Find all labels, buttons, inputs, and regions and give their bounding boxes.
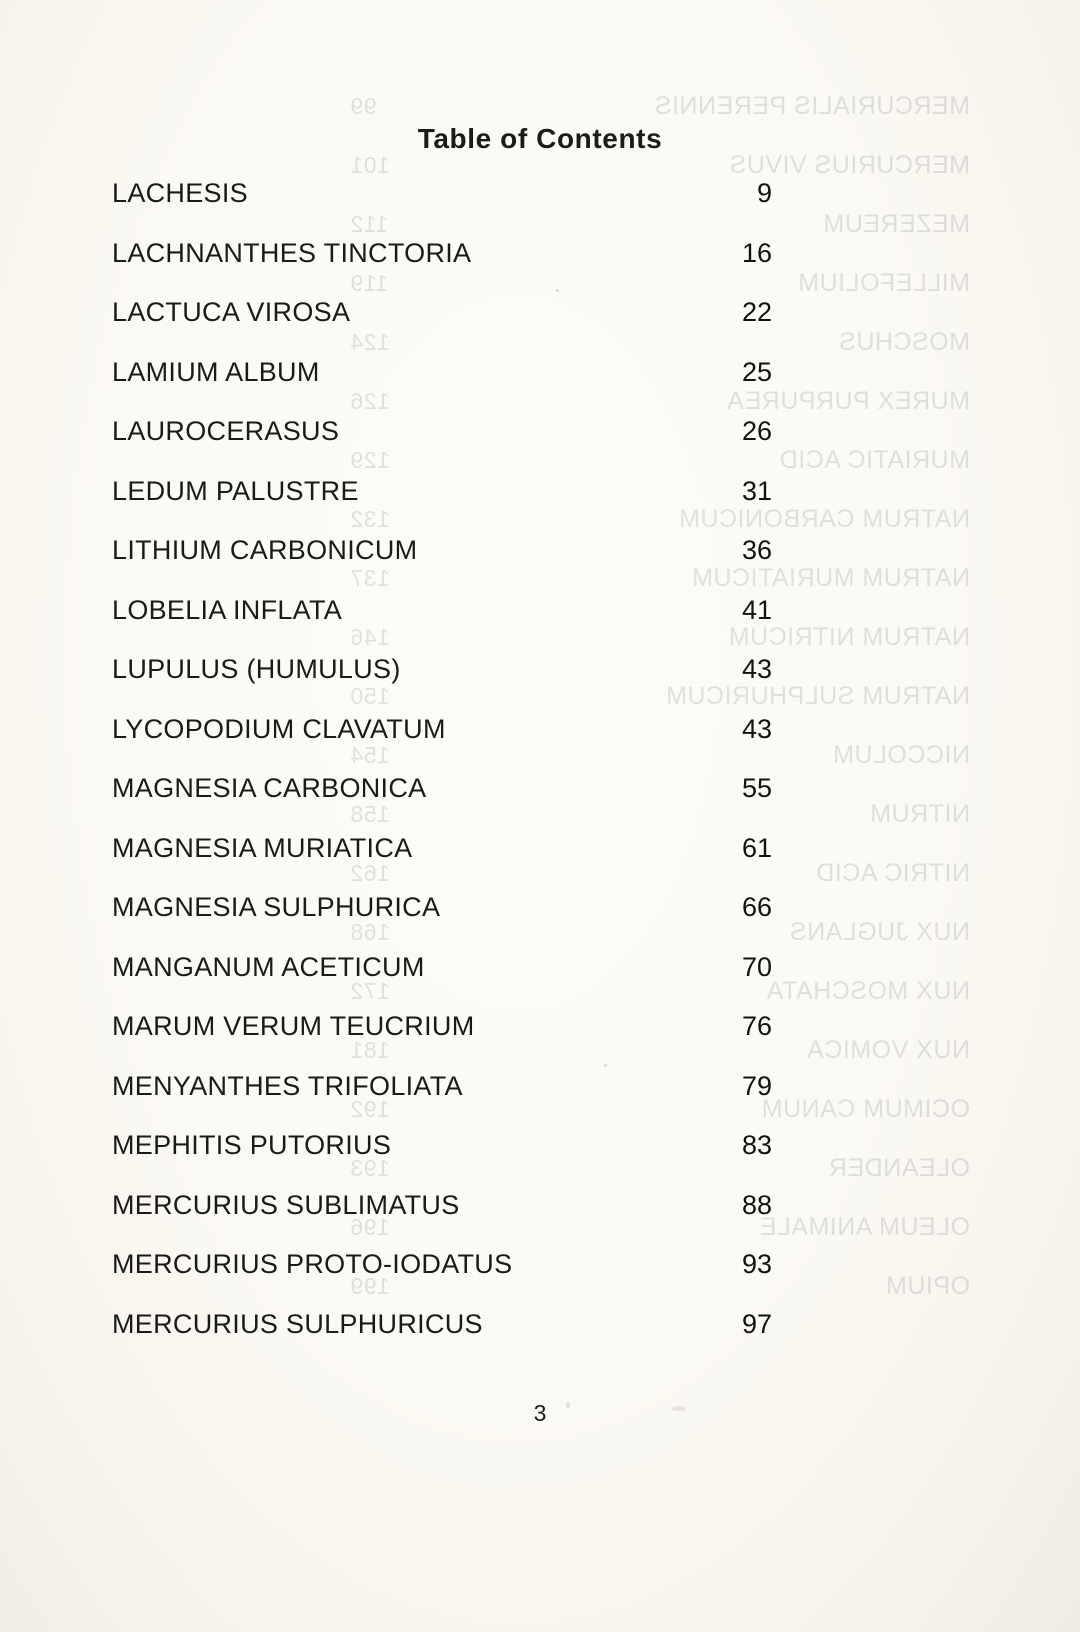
toc-entry-row[interactable] (112, 892, 772, 952)
toc-entry-row[interactable] (112, 357, 772, 417)
toc-entry-row[interactable] (112, 535, 772, 595)
paper-speck (604, 1064, 607, 1067)
toc-entry-title: LAMIUM ALBUM (112, 356, 320, 387)
toc-entry-page: 83 (741, 1130, 772, 1160)
toc-entry-title: MAGNESIA MURIATICA (112, 832, 413, 863)
toc-list (112, 178, 772, 1368)
toc-entry-row[interactable] (112, 654, 772, 714)
paper-speck (672, 1406, 686, 1411)
toc-entry-page: 26 (741, 416, 772, 446)
toc-entry-title: MEPHITIS PUTORIUS (112, 1130, 392, 1160)
toc-entry-title: LACHESIS (112, 178, 248, 208)
toc-entry-row[interactable] (112, 1071, 772, 1131)
toc-entry-page: 9 (756, 178, 772, 208)
toc-entry-page: 55 (741, 773, 772, 803)
toc-entry-row[interactable] (112, 714, 772, 774)
toc-entry-row[interactable] (112, 952, 772, 1012)
toc-entry-title: LEDUM PALUSTRE (112, 475, 359, 506)
toc-entry-page: 79 (741, 1070, 772, 1101)
toc-entry-row[interactable] (112, 238, 772, 298)
toc-entry-row[interactable] (112, 416, 772, 476)
toc-entry-page: 43 (741, 654, 772, 684)
toc-entry-title: LACTUCA VIROSA (112, 297, 351, 327)
toc-entry-row[interactable] (112, 1309, 772, 1369)
toc-entry-title: MENYANTHES TRIFOLIATA (112, 1070, 463, 1101)
toc-entry-page: 76 (741, 1011, 772, 1041)
toc-entry-page: 43 (741, 713, 772, 744)
toc-entry-row[interactable] (112, 297, 772, 357)
toc-entry-title: LACHNANTHES TINCTORIA (112, 237, 472, 268)
toc-entry-title: LAUROCERASUS (112, 416, 340, 446)
toc-entry-title: LOBELIA INFLATA (112, 594, 343, 625)
toc-entry-page: 61 (741, 832, 772, 863)
toc-entry-title: MANGANUM ACETICUM (112, 951, 425, 982)
toc-entry-row[interactable] (112, 833, 772, 893)
toc-entry-page: 97 (741, 1308, 772, 1339)
paper-speck (566, 1402, 570, 1409)
toc-entry-title: MARUM VERUM TEUCRIUM (112, 1011, 475, 1041)
toc-entry-page: 25 (741, 356, 772, 387)
toc-entry-title: MERCURIUS SUBLIMATUS (112, 1189, 460, 1220)
toc-entry-title: LUPULUS (HUMULUS) (112, 654, 401, 684)
toc-entry-page: 70 (741, 951, 772, 982)
toc-entry-title: MAGNESIA SULPHURICA (112, 892, 441, 922)
toc-entry-row[interactable] (112, 773, 772, 833)
toc-entry-page: 88 (741, 1189, 772, 1220)
toc-entry-page: 66 (741, 892, 772, 922)
toc-entry-title: MERCURIUS PROTO-IODATUS (112, 1249, 513, 1279)
toc-entry-page: 41 (741, 594, 772, 625)
toc-entry-page: 16 (741, 237, 772, 268)
toc-entry-page: 36 (741, 535, 772, 565)
toc-entry-title: MERCURIUS SULPHURICUS (112, 1308, 483, 1339)
toc-entry-title: MAGNESIA CARBONICA (112, 773, 427, 803)
toc-entry-title: LITHIUM CARBONICUM (112, 535, 418, 565)
toc-entry-page: 22 (741, 297, 772, 327)
toc-entry-row[interactable] (112, 1011, 772, 1071)
toc-entry-row[interactable] (112, 1130, 772, 1190)
toc-entry-page: 93 (741, 1249, 772, 1279)
toc-entry-page: 31 (741, 475, 772, 506)
page-title: Table of Contents (417, 123, 663, 154)
toc-entry-row[interactable] (112, 1249, 772, 1309)
paper-speck (556, 289, 559, 292)
toc-entry-row[interactable] (112, 476, 772, 536)
toc-entry-row[interactable] (112, 595, 772, 655)
toc-entry-row[interactable] (112, 178, 772, 238)
page-number: 3 (533, 1400, 547, 1426)
toc-entry-row[interactable] (112, 1190, 772, 1250)
toc-entry-title: LYCOPODIUM CLAVATUM (112, 713, 446, 744)
